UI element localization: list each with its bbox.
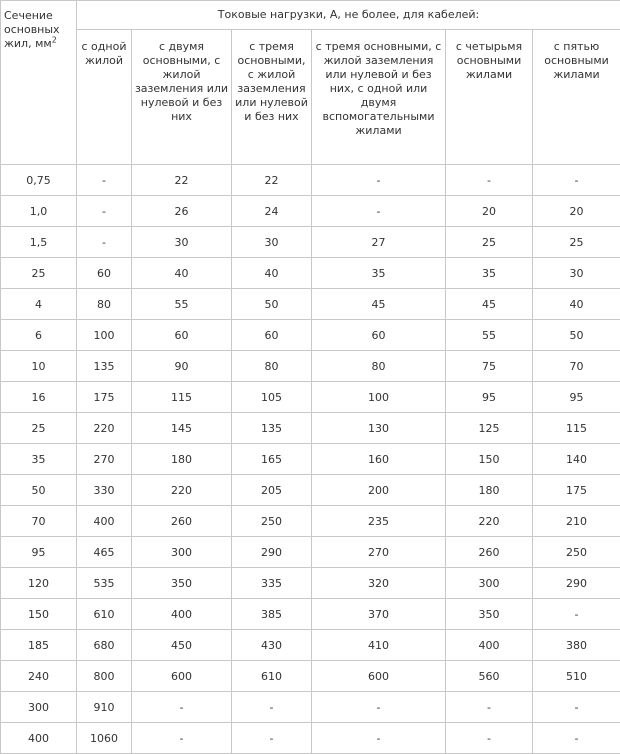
section-cell: 6 — [1, 320, 77, 351]
load-cell: 20 — [446, 196, 533, 227]
load-cell: - — [446, 692, 533, 723]
load-cell: - — [77, 165, 132, 196]
load-cell: - — [446, 723, 533, 754]
column-header-1: с одной жилой — [77, 30, 132, 165]
column-header-4: с тремя основными, с жилой заземления или нулевой и без них, с одной или двумя вспомогательными жилами — [312, 30, 446, 165]
load-cell: 220 — [77, 413, 132, 444]
load-cell: 465 — [77, 537, 132, 568]
load-cell: 300 — [446, 568, 533, 599]
table-row — [1, 723, 620, 754]
load-cell: 30 — [533, 258, 620, 289]
table-row — [1, 599, 620, 630]
table-row — [1, 289, 620, 320]
load-cell: 175 — [77, 382, 132, 413]
load-cell: - — [232, 723, 312, 754]
load-cell: 380 — [533, 630, 620, 661]
load-cell: 140 — [533, 444, 620, 475]
section-cell: 150 — [1, 599, 77, 630]
load-cell: 400 — [446, 630, 533, 661]
load-cell: - — [77, 227, 132, 258]
table-row — [1, 475, 620, 506]
load-cell: 105 — [232, 382, 312, 413]
load-cell: 610 — [77, 599, 132, 630]
section-cell: 4 — [1, 289, 77, 320]
load-cell: 60 — [132, 320, 232, 351]
table-row — [1, 537, 620, 568]
load-cell: 25 — [446, 227, 533, 258]
table-row — [1, 320, 620, 351]
section-cell: 1,0 — [1, 196, 77, 227]
load-cell: 270 — [77, 444, 132, 475]
load-cell: 40 — [533, 289, 620, 320]
load-cell: 22 — [132, 165, 232, 196]
load-cell: - — [312, 165, 446, 196]
load-cell: - — [77, 196, 132, 227]
column-header-6: с пятью основными жилами — [533, 30, 620, 165]
column-header-5: с четырьмя основными жилами — [446, 30, 533, 165]
table-row — [1, 165, 620, 196]
load-cell: 600 — [312, 661, 446, 692]
load-cell: 220 — [446, 506, 533, 537]
load-cell: 24 — [232, 196, 312, 227]
load-cell: 75 — [446, 351, 533, 382]
load-cell: 145 — [132, 413, 232, 444]
column-header-row — [1, 30, 620, 165]
column-header-2: с двумя основными, с жилой заземления или нулевой и без них — [132, 30, 232, 165]
table-row — [1, 444, 620, 475]
load-cell: 205 — [232, 475, 312, 506]
load-cell: 95 — [533, 382, 620, 413]
load-cell: 20 — [533, 196, 620, 227]
load-cell: 125 — [446, 413, 533, 444]
load-cell: 235 — [312, 506, 446, 537]
column-header-3: с тремя основными, с жилой заземления или нулевой и без них — [232, 30, 312, 165]
load-cell: 25 — [533, 227, 620, 258]
section-cell: 50 — [1, 475, 77, 506]
section-cell: 16 — [1, 382, 77, 413]
table-row — [1, 227, 620, 258]
load-cell: 510 — [533, 661, 620, 692]
load-cell: 430 — [232, 630, 312, 661]
table-row — [1, 196, 620, 227]
section-cell: 25 — [1, 413, 77, 444]
current-load-group-header: Токовые нагрузки, А, не более, для кабелей: — [77, 1, 620, 30]
load-cell: 910 — [77, 692, 132, 723]
load-cell: 130 — [312, 413, 446, 444]
section-cell: 70 — [1, 506, 77, 537]
load-cell: 100 — [312, 382, 446, 413]
load-cell: 160 — [312, 444, 446, 475]
load-cell: 1060 — [77, 723, 132, 754]
section-cell: 1,5 — [1, 227, 77, 258]
load-cell: 200 — [312, 475, 446, 506]
load-cell: 680 — [77, 630, 132, 661]
table-body — [1, 165, 620, 754]
section-cell: 240 — [1, 661, 77, 692]
load-cell: 300 — [132, 537, 232, 568]
load-cell: 115 — [533, 413, 620, 444]
load-cell: 30 — [132, 227, 232, 258]
section-cell: 0,75 — [1, 165, 77, 196]
load-cell: 350 — [446, 599, 533, 630]
load-cell: 400 — [132, 599, 232, 630]
table-row — [1, 692, 620, 723]
load-cell: 40 — [232, 258, 312, 289]
load-cell: 180 — [446, 475, 533, 506]
load-cell: 270 — [312, 537, 446, 568]
load-cell: 90 — [132, 351, 232, 382]
section-cell: 10 — [1, 351, 77, 382]
load-cell: 80 — [77, 289, 132, 320]
load-cell: 40 — [132, 258, 232, 289]
load-cell: 450 — [132, 630, 232, 661]
load-cell: 26 — [132, 196, 232, 227]
section-cell: 400 — [1, 723, 77, 754]
load-cell: 610 — [232, 661, 312, 692]
load-cell: 800 — [77, 661, 132, 692]
table-row — [1, 382, 620, 413]
load-cell: 60 — [77, 258, 132, 289]
load-cell: - — [132, 723, 232, 754]
load-cell: - — [533, 599, 620, 630]
load-cell: 55 — [132, 289, 232, 320]
load-cell: - — [533, 692, 620, 723]
load-cell: 410 — [312, 630, 446, 661]
table-row — [1, 506, 620, 537]
load-cell: 70 — [533, 351, 620, 382]
load-cell: 30 — [232, 227, 312, 258]
load-cell: 45 — [446, 289, 533, 320]
load-cell: 560 — [446, 661, 533, 692]
load-cell: 60 — [232, 320, 312, 351]
load-cell: 370 — [312, 599, 446, 630]
table-row — [1, 630, 620, 661]
load-cell: 135 — [232, 413, 312, 444]
load-cell: 60 — [312, 320, 446, 351]
load-cell: 27 — [312, 227, 446, 258]
load-cell: 150 — [446, 444, 533, 475]
load-cell: 250 — [533, 537, 620, 568]
load-cell: 180 — [132, 444, 232, 475]
load-cell: - — [132, 692, 232, 723]
unit-superscript: 2 — [52, 35, 57, 44]
load-cell: - — [533, 165, 620, 196]
section-header: Сечение основных жил, $мм^2$ — [1, 1, 77, 165]
load-cell: 135 — [77, 351, 132, 382]
load-cell: 320 — [312, 568, 446, 599]
load-cell: 335 — [232, 568, 312, 599]
load-cell: 80 — [312, 351, 446, 382]
load-cell: 260 — [446, 537, 533, 568]
load-cell: 600 — [132, 661, 232, 692]
load-cell: - — [312, 196, 446, 227]
load-cell: 535 — [77, 568, 132, 599]
load-cell: 45 — [312, 289, 446, 320]
load-cell: - — [446, 165, 533, 196]
load-cell: 165 — [232, 444, 312, 475]
load-cell: 250 — [232, 506, 312, 537]
load-cell: 385 — [232, 599, 312, 630]
load-cell: 35 — [312, 258, 446, 289]
load-cell: 330 — [77, 475, 132, 506]
load-cell: 290 — [533, 568, 620, 599]
load-cell: 22 — [232, 165, 312, 196]
load-cell: - — [312, 692, 446, 723]
section-cell: 120 — [1, 568, 77, 599]
load-cell: 175 — [533, 475, 620, 506]
load-cell: 260 — [132, 506, 232, 537]
load-cell: 55 — [446, 320, 533, 351]
table-row — [1, 351, 620, 382]
section-cell: 300 — [1, 692, 77, 723]
load-cell: 80 — [232, 351, 312, 382]
load-cell: 350 — [132, 568, 232, 599]
table-header — [1, 1, 620, 165]
load-cell: 115 — [132, 382, 232, 413]
load-cell: 100 — [77, 320, 132, 351]
section-cell: 25 — [1, 258, 77, 289]
load-cell: - — [533, 723, 620, 754]
load-cell: 210 — [533, 506, 620, 537]
load-cell: - — [312, 723, 446, 754]
section-cell: 35 — [1, 444, 77, 475]
load-cell: 50 — [232, 289, 312, 320]
table-row — [1, 258, 620, 289]
table-row — [1, 661, 620, 692]
table-row — [1, 413, 620, 444]
load-cell: 50 — [533, 320, 620, 351]
section-cell: 185 — [1, 630, 77, 661]
load-cell: 95 — [446, 382, 533, 413]
table-row — [1, 568, 620, 599]
load-cell: 290 — [232, 537, 312, 568]
section-cell: 95 — [1, 537, 77, 568]
load-cell: 35 — [446, 258, 533, 289]
load-cell: - — [232, 692, 312, 723]
load-cell: 400 — [77, 506, 132, 537]
load-cell: 220 — [132, 475, 232, 506]
